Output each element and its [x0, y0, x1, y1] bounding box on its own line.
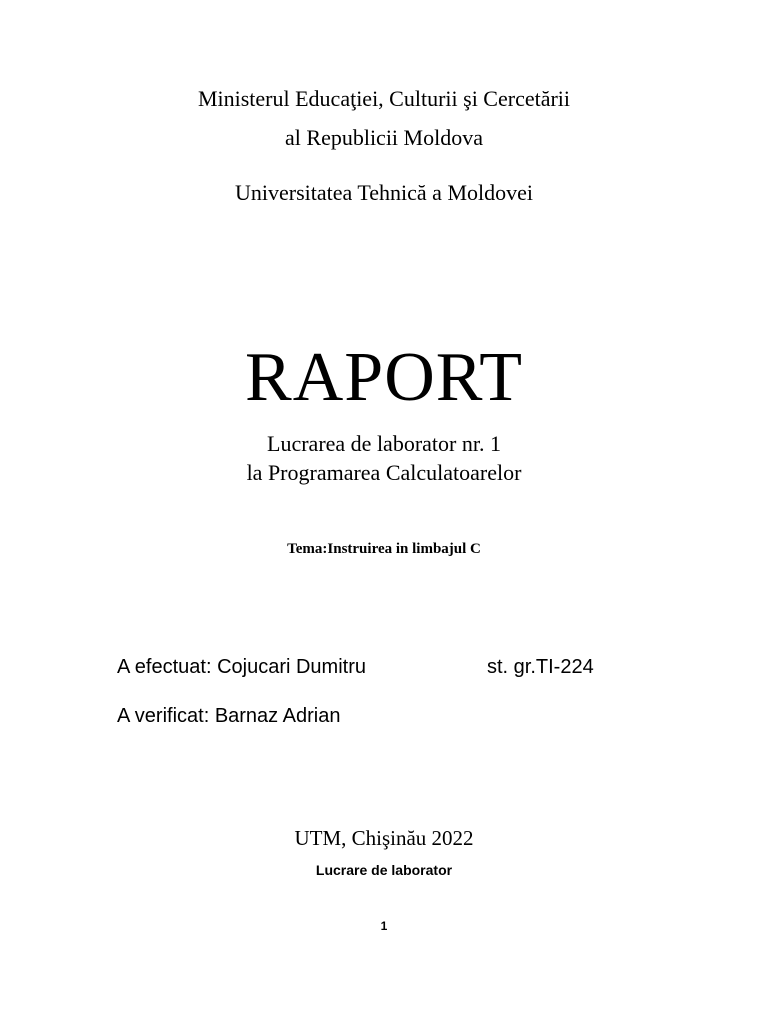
place-year: UTM, Chişinău 2022	[294, 826, 474, 850]
university-name: Universitatea Tehnică a Moldovei	[234, 180, 533, 205]
verified-by: A verificat: Barnaz Adrian	[117, 705, 341, 727]
student-group: st. gr.TI-224	[487, 656, 594, 678]
page-number: 1	[380, 919, 388, 933]
report-title: RAPORT	[245, 339, 523, 416]
course-name: la Programarea Calculatoarelor	[246, 460, 522, 485]
ministry-line-2: al Republicii Moldova	[285, 125, 483, 150]
lab-number: Lucrarea de laborator nr. 1	[267, 431, 501, 456]
theme-line: Tema:Instruirea in limbajul C	[287, 541, 481, 557]
footer-label: Lucrare de laborator	[315, 862, 453, 878]
performed-by: A efectuat: Cojucari Dumitru	[117, 656, 366, 678]
ministry-line-1: Ministerul Educaţiei, Culturii şi Cercetării	[197, 86, 571, 111]
